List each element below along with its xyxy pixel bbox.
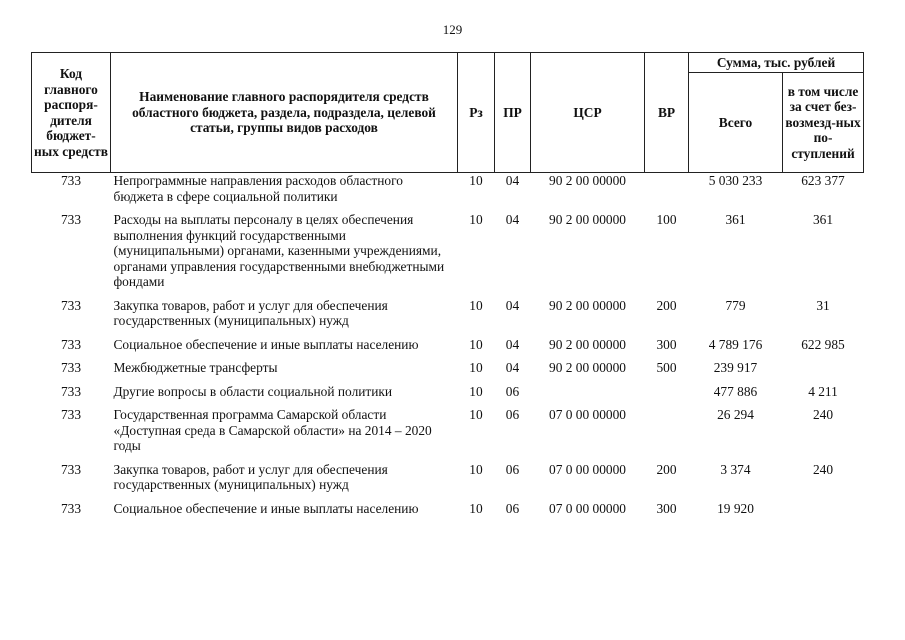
csr-cell: 07 0 00 00000 [549, 407, 626, 422]
code-cell: 733 [60, 173, 82, 188]
name-cell: Непрограммные направления расходов областного бюджета в сфере социальной политики [113, 173, 403, 204]
name-cell: Социальное обеспечение и иные выплаты населению [113, 500, 419, 516]
rz-cell: 10 [469, 173, 483, 188]
csr-cell: 90 2 00 00000 [549, 212, 626, 227]
header-vr: ВР [645, 53, 689, 173]
vr-cell [645, 384, 689, 408]
rz-cell: 10 [469, 297, 483, 313]
total-cell: 5 030 233 [708, 173, 763, 188]
header-code: Код главного распоря-дителя бюджет-ных средств [32, 53, 111, 173]
name-cell: Государственная программа Самарской области «Доступная среда в Самарской области» на 2014 – 2020 годы [113, 407, 432, 453]
vr-cell: 500 [656, 360, 677, 375]
rz-cell: 10 [469, 360, 483, 375]
budget-table [31, 52, 864, 524]
code-cell: 733 [60, 336, 82, 352]
code-cell: 733 [60, 297, 82, 313]
pr-cell: 04 [505, 297, 520, 313]
vr-cell: 200 [656, 297, 677, 313]
vr-cell: 300 [656, 336, 677, 352]
table-row [32, 501, 864, 525]
header-pr: ПР [495, 53, 531, 173]
header-name: Наименование главного распорядителя средств областного бюджета, раздела, подраздела, целевой статьи, группы видов расходов [111, 53, 458, 173]
table-row [32, 384, 864, 408]
header-rz: Рз [458, 53, 495, 173]
csr-cell: 07 0 00 00000 [549, 461, 626, 477]
header-total: Всего [689, 73, 783, 173]
table-row [32, 298, 864, 337]
pr-cell: 06 [505, 407, 520, 422]
pr-cell: 04 [505, 360, 520, 375]
code-cell: 733 [60, 212, 82, 227]
total-cell: 4 789 176 [708, 336, 763, 352]
pr-cell: 06 [505, 461, 520, 477]
incl-cell [783, 501, 864, 525]
name-cell: Социальное обеспечение и иные выплаты населению [113, 336, 419, 352]
name-cell: Закупка товаров, работ и услуг для обеспечения государственных (муниципальных) нужд [113, 461, 388, 492]
rz-cell: 10 [469, 461, 483, 477]
csr-cell: 90 2 00 00000 [549, 360, 626, 375]
csr-cell [531, 384, 645, 408]
table-row [32, 173, 864, 213]
table-row [32, 212, 864, 298]
pr-cell: 04 [505, 173, 520, 188]
code-cell: 733 [60, 383, 82, 399]
table-body [32, 173, 864, 525]
csr-cell: 90 2 00 00000 [549, 336, 626, 352]
rz-cell: 10 [469, 212, 483, 227]
pr-cell: 04 [505, 336, 520, 352]
incl-cell: 31 [816, 297, 830, 313]
name-cell: Другие вопросы в области социальной политики [113, 383, 393, 399]
pr-cell: 06 [505, 500, 520, 516]
page-number: 129 [442, 22, 463, 37]
code-cell: 733 [60, 360, 82, 375]
code-cell: 733 [60, 407, 82, 422]
header-incl: в том числе за счет без-возмезд-ных по-ступлений [783, 73, 864, 173]
rz-cell: 10 [469, 500, 483, 516]
rz-cell: 10 [469, 407, 483, 422]
total-cell: 779 [725, 297, 746, 313]
name-cell: Межбюджетные трансферты [113, 360, 278, 375]
name-cell: Расходы на выплаты персоналу в целях обеспечения выполнения функций государственными (муниципальными) органами, казенными учреждениями, органами управления государственными внебюджетными фондами [113, 212, 445, 289]
code-cell: 733 [60, 500, 82, 516]
vr-cell: 100 [656, 212, 677, 227]
incl-cell: 361 [812, 212, 834, 227]
name-cell: Закупка товаров, работ и услуг для обеспечения государственных (муниципальных) нужд [113, 297, 388, 328]
total-cell: 26 294 [717, 407, 754, 422]
total-cell: 361 [725, 212, 746, 227]
table-row [32, 462, 864, 501]
incl-cell [783, 360, 864, 384]
csr-cell: 90 2 00 00000 [549, 173, 626, 188]
total-cell: 477 886 [713, 383, 758, 399]
pr-cell: 04 [505, 212, 520, 227]
incl-cell: 623 377 [801, 173, 845, 188]
table-row [32, 360, 864, 384]
incl-cell: 240 [812, 407, 834, 422]
csr-cell: 90 2 00 00000 [549, 297, 626, 313]
total-cell: 3 374 [720, 461, 751, 477]
rz-cell: 10 [469, 383, 483, 399]
table-row [32, 407, 864, 462]
header-sum-group: Сумма, тыс. рублей [689, 53, 864, 73]
pr-cell: 06 [505, 383, 520, 399]
header-csr: ЦСР [531, 53, 645, 173]
total-cell: 19 920 [717, 500, 754, 516]
vr-cell [645, 407, 689, 462]
vr-cell [645, 173, 689, 213]
table-row [32, 337, 864, 361]
incl-cell: 622 985 [801, 336, 845, 352]
code-cell: 733 [60, 461, 82, 477]
vr-cell: 200 [656, 461, 677, 477]
vr-cell: 300 [656, 500, 677, 516]
total-cell: 239 917 [713, 360, 758, 375]
rz-cell: 10 [469, 336, 483, 352]
incl-cell: 240 [812, 461, 834, 477]
incl-cell: 4 211 [808, 383, 838, 399]
csr-cell: 07 0 00 00000 [549, 500, 626, 516]
